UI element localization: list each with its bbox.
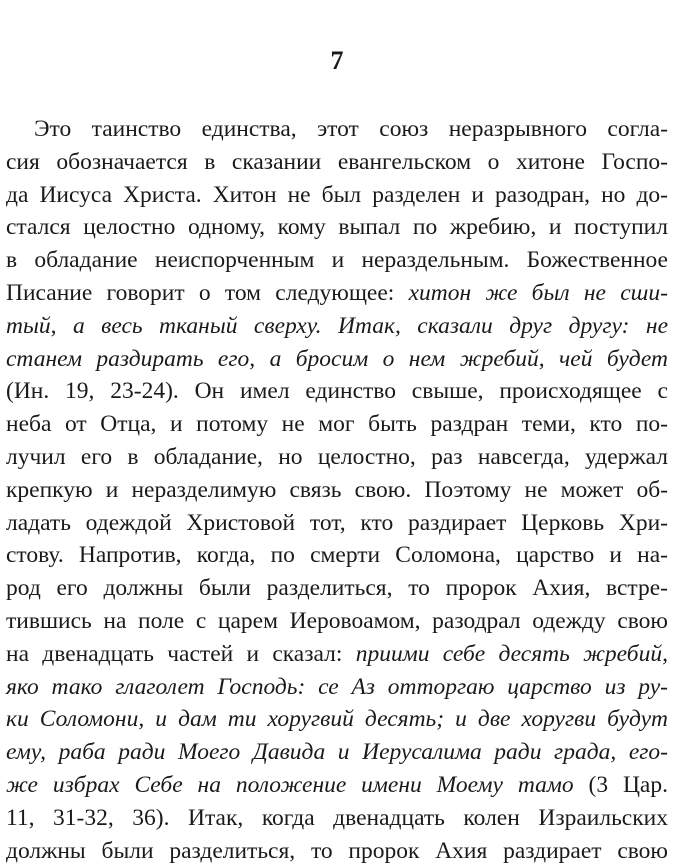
text-line [6, 572, 668, 605]
text-segment: должны были разделиться, то пророк Ахия раздирает свою [6, 837, 668, 864]
italic-quote-segment: хитон же был не сши- [408, 279, 668, 306]
italic-quote-segment: же избрах Себе на положение имени Моему тамо [6, 771, 574, 798]
italic-quote-segment: ки Соломони, и дам ти хоругвий десять; и две хоругви будут [6, 706, 668, 733]
text-line [6, 835, 668, 867]
text-line [6, 310, 668, 343]
italic-quote-segment: яко тако глаголет Господь: се Аз отторгаю царство из ру- [6, 673, 668, 700]
text-segment: стался целостно одному, кому выпал по жребию, и поступил [6, 214, 668, 241]
italic-quote-segment: тый, а весь тканый сверху. Итак, сказали друг другу: не [6, 312, 668, 339]
text-segment: да Иисуса Христа. Хитон не был разделен и разодран, но до- [6, 181, 668, 208]
italic-quote-segment: ему, раба ради Моего Давида и Иерусалима ради града, его- [6, 739, 668, 766]
text-segment: лучил его в обладание, но целостно, раз навсегда, удержал [6, 443, 668, 470]
text-segment: (Ин. 19, 23-24). Он имел единство свыше, происходящее с [6, 378, 668, 405]
text-segment: тившись на поле с царем Иеровоамом, разодрал одежду свою [6, 607, 668, 634]
text-line [6, 179, 668, 212]
text-segment: род его должны были разделиться, то пророк Ахия, встре- [6, 575, 668, 602]
text-segment: стову. Напротив, когда, по смерти Соломона, царство и на- [6, 542, 668, 569]
text-segment: сия обозначается в сказании евангельском о хитоне Госпо- [6, 148, 668, 175]
text-line [6, 113, 668, 146]
text-segment: 11, 31-32, 36). Итак, когда двенадцать колен Израильских [6, 804, 668, 831]
italic-quote-segment: станем раздирать его, а бросим о нем жребий, чей будет [6, 345, 668, 372]
text-line [6, 343, 668, 376]
text-line [6, 802, 668, 835]
text-line [6, 638, 668, 671]
text-line [6, 375, 668, 408]
text-line [6, 736, 668, 769]
italic-quote-segment: приими себе десять жребий, [355, 640, 668, 667]
text-segment: Писание говорит о том следующее: [6, 279, 409, 306]
text-line [6, 146, 668, 179]
text-line [6, 211, 668, 244]
text-segment: ладать одеждой Христовой тот, кто раздирает Церковь Хри- [6, 509, 668, 536]
text-segment: крепкую и неразделимую связь свою. Поэтому не может об- [6, 476, 668, 503]
text-segment: неба от Отца, и потому не мог быть раздран теми, кто по- [6, 411, 668, 438]
text-line [6, 408, 668, 441]
text-segment: на двенадцать частей и сказал: [6, 640, 356, 667]
text-line [6, 277, 668, 310]
text-line [6, 605, 668, 638]
body-text [6, 113, 668, 867]
text-line [6, 539, 668, 572]
text-line [6, 703, 668, 736]
text-line [6, 244, 668, 277]
text-line [6, 769, 668, 802]
text-segment: (3 Цар. [573, 771, 668, 798]
chapter-number: 7 [330, 46, 344, 75]
text-segment: в обладание неиспорченным и нераздельным. Божественное [6, 247, 668, 274]
text-line [6, 474, 668, 507]
text-line [6, 441, 668, 474]
text-line [6, 671, 668, 704]
text-line [6, 507, 668, 540]
text-segment: Это таинство единства, этот союз неразрывного согла- [34, 116, 668, 142]
